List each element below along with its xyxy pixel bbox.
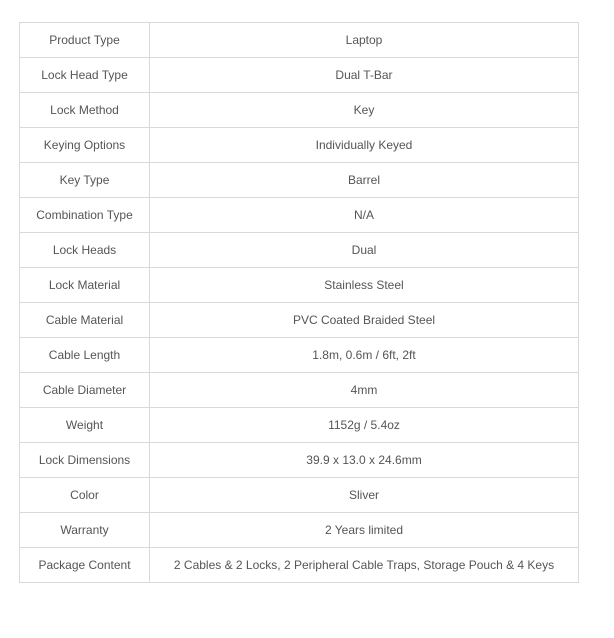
spec-label: Lock Dimensions bbox=[20, 443, 150, 478]
spec-value: Barrel bbox=[150, 163, 579, 198]
spec-label: Product Type bbox=[20, 23, 150, 58]
spec-label: Lock Material bbox=[20, 268, 150, 303]
table-row bbox=[20, 513, 579, 548]
spec-label: Lock Heads bbox=[20, 233, 150, 268]
spec-value: Stainless Steel bbox=[150, 268, 579, 303]
table-row bbox=[20, 23, 579, 58]
spec-label: Cable Diameter bbox=[20, 373, 150, 408]
spec-value: 39.9 x 13.0 x 24.6mm bbox=[150, 443, 579, 478]
table-row bbox=[20, 93, 579, 128]
table-row bbox=[20, 233, 579, 268]
spec-label: Warranty bbox=[20, 513, 150, 548]
table-row bbox=[20, 303, 579, 338]
spec-value: PVC Coated Braided Steel bbox=[150, 303, 579, 338]
spec-value: Individually Keyed bbox=[150, 128, 579, 163]
spec-value: Dual bbox=[150, 233, 579, 268]
spec-value: Sliver bbox=[150, 478, 579, 513]
spec-label: Weight bbox=[20, 408, 150, 443]
spec-value: 1.8m, 0.6m / 6ft, 2ft bbox=[150, 338, 579, 373]
spec-label: Cable Length bbox=[20, 338, 150, 373]
specifications-table bbox=[19, 22, 579, 583]
spec-label: Package Content bbox=[20, 548, 150, 583]
spec-value: N/A bbox=[150, 198, 579, 233]
table-row bbox=[20, 338, 579, 373]
table-row bbox=[20, 408, 579, 443]
spec-value: Laptop bbox=[150, 23, 579, 58]
table-row bbox=[20, 58, 579, 93]
spec-value: 1152g / 5.4oz bbox=[150, 408, 579, 443]
table-row bbox=[20, 478, 579, 513]
spec-value: 2 Cables & 2 Locks, 2 Peripheral Cable Traps, Storage Pouch & 4 Keys bbox=[150, 548, 579, 583]
spec-value: Dual T-Bar bbox=[150, 58, 579, 93]
table-row bbox=[20, 128, 579, 163]
table-row bbox=[20, 548, 579, 583]
spec-label: Lock Head Type bbox=[20, 58, 150, 93]
table-row bbox=[20, 163, 579, 198]
spec-label: Key Type bbox=[20, 163, 150, 198]
spec-value: 4mm bbox=[150, 373, 579, 408]
table-row bbox=[20, 443, 579, 478]
table-row bbox=[20, 268, 579, 303]
spec-value: 2 Years limited bbox=[150, 513, 579, 548]
spec-label: Cable Material bbox=[20, 303, 150, 338]
spec-label: Color bbox=[20, 478, 150, 513]
spec-label: Keying Options bbox=[20, 128, 150, 163]
spec-label: Combination Type bbox=[20, 198, 150, 233]
spec-label: Lock Method bbox=[20, 93, 150, 128]
table-row bbox=[20, 373, 579, 408]
spec-value: Key bbox=[150, 93, 579, 128]
table-row bbox=[20, 198, 579, 233]
